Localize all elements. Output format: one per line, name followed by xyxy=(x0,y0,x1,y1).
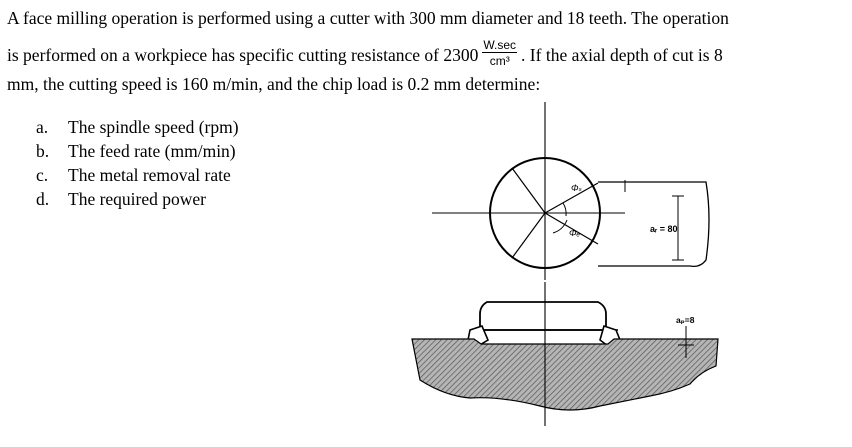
unit-fraction xyxy=(482,39,517,67)
question-text: The required power xyxy=(68,189,206,209)
problem-line-2-end: . If the axial depth of cut is 8 xyxy=(521,45,723,66)
unit-numerator: W.sec xyxy=(483,38,517,52)
question-list xyxy=(36,115,239,211)
question-letter: a. xyxy=(36,117,49,137)
question-letter: c. xyxy=(36,165,49,185)
question-text: The metal removal rate xyxy=(68,165,231,185)
question-item xyxy=(36,163,239,187)
axial-depth-label: aₚ=8 xyxy=(676,315,695,325)
angle-end-label: Φₑ xyxy=(569,228,581,238)
radial-depth-label: aᵣ = 80 xyxy=(650,224,678,234)
question-item xyxy=(36,115,239,139)
problem-line-2-start: is performed on a workpiece has specific cutting resistance of 2300 xyxy=(7,45,479,66)
question-text: The spindle speed (rpm) xyxy=(68,117,239,137)
face-milling-diagram xyxy=(408,102,720,438)
question-letter: d. xyxy=(36,189,50,209)
problem-line-2 xyxy=(7,38,723,71)
problem-line-3: mm, the cutting speed is 160 m/min, and the chip load is 0.2 mm determine: xyxy=(7,74,541,94)
question-letter: b. xyxy=(36,141,50,161)
question-text: The feed rate (mm/min) xyxy=(68,141,236,161)
unit-denominator: cm³ xyxy=(489,54,510,68)
workpiece-side xyxy=(412,339,718,410)
problem-line-1: A face milling operation is performed using a cutter with 300 mm diameter and 18 teeth. The operation xyxy=(7,8,729,28)
question-item xyxy=(36,139,239,163)
angle-start-label: Φₛ xyxy=(571,183,582,193)
cutter-body xyxy=(480,302,606,330)
question-item xyxy=(36,187,239,211)
